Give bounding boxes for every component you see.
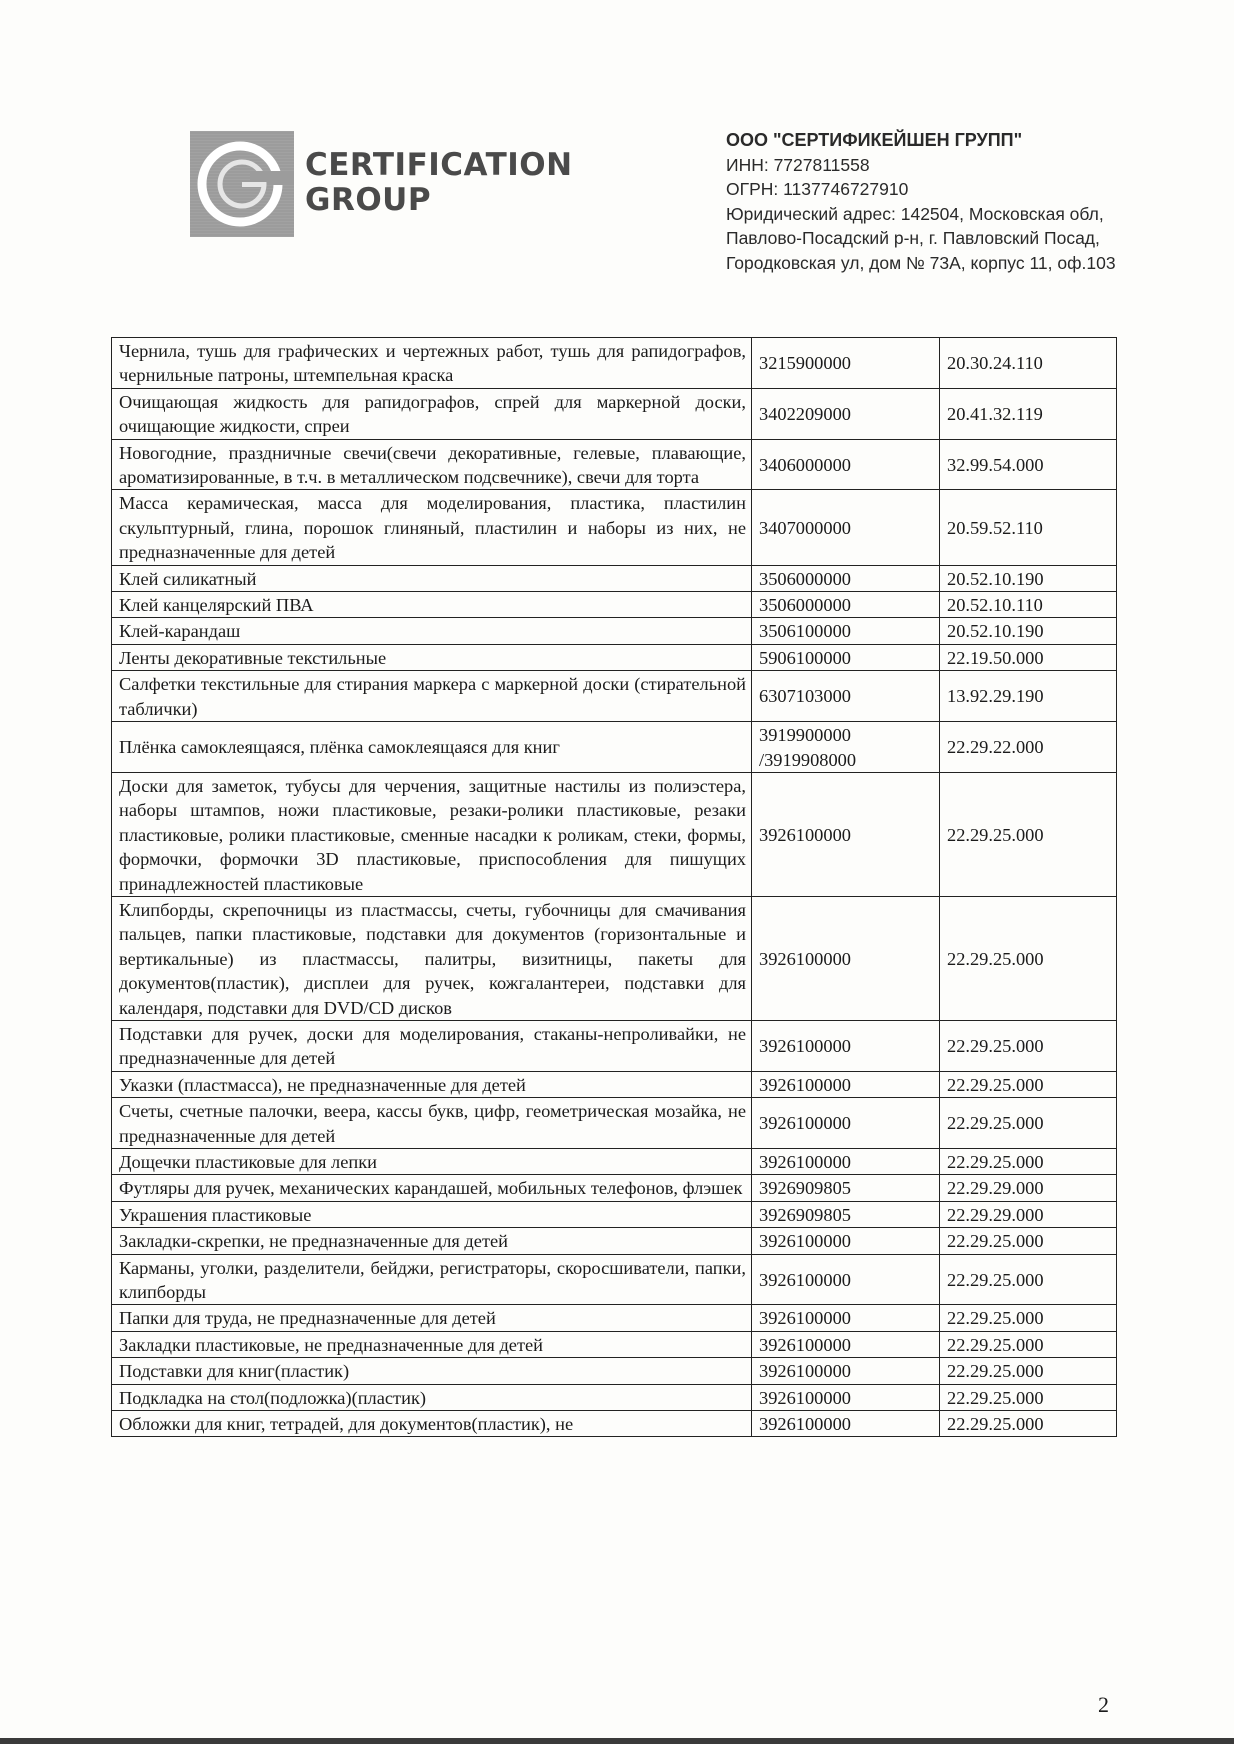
okpd2-code: 20.59.52.110 [940, 490, 1117, 565]
okpd2-code: 22.29.29.000 [940, 1201, 1117, 1227]
table-row [112, 565, 1117, 591]
table-row [112, 644, 1117, 670]
product-description: Клей силикатный [112, 565, 752, 591]
table-row [112, 592, 1117, 618]
tnved-code: 3926100000 [752, 1020, 940, 1071]
table-row [112, 1020, 1117, 1071]
company-name: ООО "СЕРТИФИКЕЙШЕН ГРУПП" [726, 130, 1023, 150]
tnved-code: 3926100000 [752, 1331, 940, 1357]
table-row [112, 490, 1117, 565]
table-row [112, 1331, 1117, 1357]
okpd2-code: 22.29.25.000 [940, 1305, 1117, 1331]
tnved-code: 3506000000 [752, 592, 940, 618]
table-row [112, 1098, 1117, 1149]
okpd2-code: 22.29.25.000 [940, 1384, 1117, 1410]
tnved-code: 3926909805 [752, 1175, 940, 1201]
table-row [112, 618, 1117, 644]
okpd2-code: 22.29.25.000 [940, 896, 1117, 1020]
product-description: Подставки для ручек, доски для моделирования, стаканы-непроливайки, не предназначенные для детей [112, 1020, 752, 1071]
tnved-code: 3215900000 [752, 338, 940, 389]
okpd2-code: 22.29.25.000 [940, 772, 1117, 896]
okpd2-code: 22.29.25.000 [940, 1228, 1117, 1254]
tnved-code: 3926100000 [752, 772, 940, 896]
tnved-code: 3926909805 [752, 1201, 940, 1227]
tnved-code: 3926100000 [752, 1071, 940, 1097]
tnved-code: 3926100000 [752, 1254, 940, 1305]
tnved-code: 6307103000 [752, 671, 940, 722]
product-description: Клипборды, скрепочницы из пластмассы, счеты, губочницы для смачивания пальцев, папки пластиковые, подставки для документов (горизонтальные и вертикальные) из пластмассы, палитры, визитницы, пакеты для документов(пластик), дисплеи для ручек, кожгалантереи, подставки для календаря, подставки для DVD/CD дисков [112, 896, 752, 1020]
logo-cg-icon [190, 131, 294, 237]
table-row [112, 1305, 1117, 1331]
table-row [112, 1071, 1117, 1097]
product-description: Ленты декоративные текстильные [112, 644, 752, 670]
okpd2-code: 22.29.25.000 [940, 1254, 1117, 1305]
okpd2-code: 13.92.29.190 [940, 671, 1117, 722]
company-inn: ИНН: 7727811558 [726, 154, 870, 175]
company-address-line1: Юридический адрес: 142504, Московская обл, [726, 203, 1104, 224]
table-row [112, 1201, 1117, 1227]
table-row [112, 1228, 1117, 1254]
page-number: 2 [1098, 1692, 1109, 1717]
okpd2-code: 22.29.25.000 [940, 1149, 1117, 1175]
product-description: Клей-карандаш [112, 618, 752, 644]
product-description: Закладки пластиковые, не предназначенные для детей [112, 1331, 752, 1357]
okpd2-code: 22.29.29.000 [940, 1175, 1117, 1201]
table-row [112, 1254, 1117, 1305]
okpd2-code: 20.52.10.110 [940, 592, 1117, 618]
product-description: Папки для труда, не предназначенные для детей [112, 1305, 752, 1331]
okpd2-code: 22.29.25.000 [940, 1020, 1117, 1071]
product-description: Доски для заметок, тубусы для черчения, защитные настилы из полиэстера, наборы штампов, ножи пластиковые, резаки-ролики пластиковые, резаки пластиковые, ролики пластиковые, сменные насадки к роликам, стеки, формы, формочки, формочки 3D пластиковые, приспособления для пишущих принадлежностей пластиковые [112, 772, 752, 896]
tnved-code: 3402209000 [752, 388, 940, 439]
company-ogrn: ОГРН: 1137746727910 [726, 179, 909, 199]
tnved-code: 3919900000 /3919908000 [752, 722, 940, 773]
company-address-line2: Павлово-Посадский р-н, г. Павловский Посад, [726, 228, 1100, 248]
product-description: Украшения пластиковые [112, 1201, 752, 1227]
products-table [111, 337, 1117, 1437]
product-description: Карманы, уголки, разделители, бейджи, регистраторы, скоросшиватели, папки, клипборды [112, 1254, 752, 1305]
table-row [112, 388, 1117, 439]
okpd2-code: 22.29.25.000 [940, 1331, 1117, 1357]
okpd2-code: 22.29.25.000 [940, 1098, 1117, 1149]
logo-line2: GROUP [305, 182, 432, 218]
product-description: Очищающая жидкость для рапидографов, спрей для маркерной доски, очищающие жидкости, спреи [112, 388, 752, 439]
tnved-code: 3926100000 [752, 1358, 940, 1384]
product-description: Футляры для ручек, механических карандашей, мобильных телефонов, флэшек [112, 1175, 752, 1201]
product-description: Дощечки пластиковые для лепки [112, 1149, 752, 1175]
scan-edge [0, 1738, 1234, 1744]
logo-line1: CERTIFICATION [305, 147, 573, 183]
table-row [112, 1149, 1117, 1175]
tnved-code: 3926100000 [752, 1305, 940, 1331]
company-logo [190, 131, 573, 237]
tnved-code: 3926100000 [752, 1098, 940, 1149]
okpd2-code: 20.52.10.190 [940, 565, 1117, 591]
table-row [112, 1384, 1117, 1410]
okpd2-code: 20.52.10.190 [940, 618, 1117, 644]
okpd2-code: 22.29.25.000 [940, 1071, 1117, 1097]
okpd2-code: 22.29.25.000 [940, 1411, 1117, 1437]
table-row [112, 722, 1117, 773]
okpd2-code: 22.29.25.000 [940, 1358, 1117, 1384]
tnved-code: 3926100000 [752, 1411, 940, 1437]
product-description: Счеты, счетные палочки, веера, кассы букв, цифр, геометрическая мозайка, не предназначенные для детей [112, 1098, 752, 1149]
tnved-code: 3506000000 [752, 565, 940, 591]
table-row [112, 896, 1117, 1020]
tnved-code: 3926100000 [752, 1228, 940, 1254]
tnved-code: 3406000000 [752, 439, 940, 490]
product-description: Клей канцелярский ПВА [112, 592, 752, 618]
product-description: Новогодние, праздничные свечи(свечи декоративные, гелевые, плавающие, ароматизированные, в т.ч. в металлическом подсвечнике), свечи для торта [112, 439, 752, 490]
product-description: Подкладка на стол(подложка)(пластик) [112, 1384, 752, 1410]
product-description: Чернила, тушь для графических и чертежных работ, тушь для рапидографов, чернильные патроны, штемпельная краска [112, 338, 752, 389]
product-description: Закладки-скрепки, не предназначенные для детей [112, 1228, 752, 1254]
okpd2-code: 22.29.22.000 [940, 722, 1117, 773]
table-row [112, 1175, 1117, 1201]
table-row [112, 671, 1117, 722]
table-row [112, 1411, 1117, 1437]
table-row [112, 338, 1117, 389]
logo-wordmark [305, 147, 573, 220]
tnved-code: 3926100000 [752, 896, 940, 1020]
table-row [112, 772, 1117, 896]
table-row [112, 1358, 1117, 1384]
product-description: Салфетки текстильные для стирания маркера с маркерной доски (стирательной таблички) [112, 671, 752, 722]
company-info [726, 128, 1116, 275]
tnved-code: 3926100000 [752, 1149, 940, 1175]
table-row [112, 439, 1117, 490]
product-description: Обложки для книг, тетрадей, для документов(пластик), не [112, 1411, 752, 1437]
okpd2-code: 22.19.50.000 [940, 644, 1117, 670]
tnved-code: 5906100000 [752, 644, 940, 670]
okpd2-code: 32.99.54.000 [940, 439, 1117, 490]
product-description: Указки (пластмасса), не предназначенные для детей [112, 1071, 752, 1097]
product-description: Подставки для книг(пластик) [112, 1358, 752, 1384]
okpd2-code: 20.41.32.119 [940, 388, 1117, 439]
product-description: Плёнка самоклеящаяся, плёнка самоклеящаяся для книг [112, 722, 752, 773]
okpd2-code: 20.30.24.110 [940, 338, 1117, 389]
tnved-code: 3506100000 [752, 618, 940, 644]
tnved-code: 3926100000 [752, 1384, 940, 1410]
company-address-line3: Городковская ул, дом № 73А, корпус 11, оф.103 [726, 252, 1116, 273]
product-description: Масса керамическая, масса для моделирования, пластика, пластилин скульптурный, глина, порошок глиняный, пластилин и наборы из них, не предназначенные для детей [112, 490, 752, 565]
tnved-code: 3407000000 [752, 490, 940, 565]
